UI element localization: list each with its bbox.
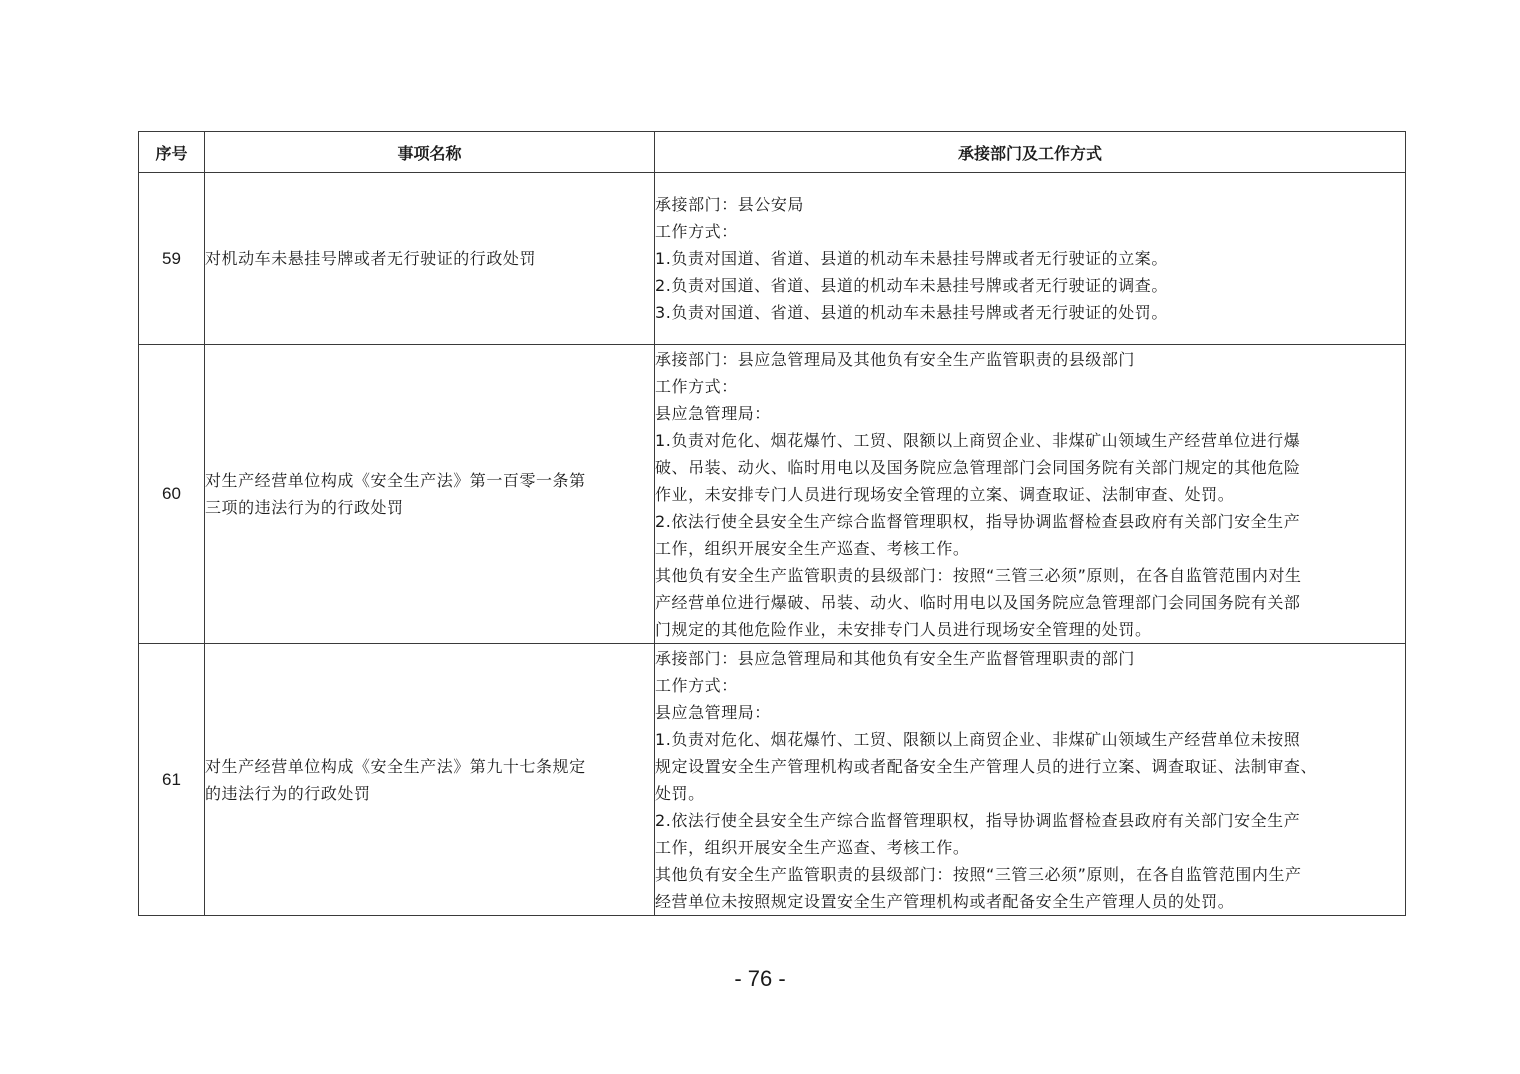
table-row xyxy=(139,644,1406,916)
row-item-name xyxy=(205,345,655,644)
detail-line: 2.依法行使全县安全生产综合监督管理职权，指导协调监督检查县政府有关部门安全生产 xyxy=(655,810,1301,830)
detail-line: 县应急管理局： xyxy=(655,702,771,722)
detail-line: 作业，未安排专门人员进行现场安全管理的立案、调查取证、法制审查、处罚。 xyxy=(655,484,1235,504)
detail-line: 工作方式： xyxy=(655,376,738,396)
detail-line: 规定设置安全生产管理机构或者配备安全生产管理人员的进行立案、调查取证、法制审查、 xyxy=(655,756,1318,776)
detail-line: 工作方式： xyxy=(655,675,738,695)
detail-line: 县应急管理局： xyxy=(655,403,771,423)
header-serial-number: 序号 xyxy=(139,132,205,173)
row-number: 59 xyxy=(139,173,205,345)
table-row xyxy=(139,345,1406,644)
detail-line: 3.负责对国道、省道、县道的机动车未悬挂号牌或者无行驶证的处罚。 xyxy=(655,303,1168,322)
detail-line: 承接部门：县公安局 xyxy=(655,195,804,214)
item-name-line: 三项的违法行为的行政处罚 xyxy=(205,498,404,517)
item-name-line: 的违法行为的行政处罚 xyxy=(205,783,371,803)
detail-line: 其他负有安全生产监管职责的县级部门：按照“三管三必须”原则，在各自监管范围内对生 xyxy=(655,565,1302,585)
header-department-method: 承接部门及工作方式 xyxy=(655,132,1406,173)
detail-line: 门规定的其他危险作业，未安排专门人员进行现场安全管理的处罚。 xyxy=(655,619,1152,639)
row-number: 61 xyxy=(139,644,205,916)
item-name-line: 对生产经营单位构成《安全生产法》第一百零一条第 xyxy=(205,471,586,490)
detail-line: 工作方式： xyxy=(655,222,738,241)
row-detail xyxy=(655,345,1406,644)
detail-line: 工作，组织开展安全生产巡查、考核工作。 xyxy=(655,538,970,558)
table-row xyxy=(139,173,1406,345)
detail-line: 承接部门：县应急管理局和其他负有安全生产监督管理职责的部门 xyxy=(655,648,1135,668)
row-item-name xyxy=(205,173,655,345)
row-detail xyxy=(655,644,1406,916)
detail-line: 承接部门：县应急管理局及其他负有安全生产监管职责的县级部门 xyxy=(655,349,1135,369)
detail-line: 2.负责对国道、省道、县道的机动车未悬挂号牌或者无行驶证的调查。 xyxy=(655,276,1168,295)
row-detail xyxy=(655,173,1406,345)
detail-line: 处罚。 xyxy=(655,783,705,803)
page-number: - 76 - xyxy=(734,966,786,991)
item-name-line: 对机动车未悬挂号牌或者无行驶证的行政处罚 xyxy=(205,249,537,268)
row-number: 60 xyxy=(139,345,205,644)
detail-line: 产经营单位进行爆破、吊装、动火、临时用电以及国务院应急管理部门会同国务院有关部 xyxy=(655,592,1301,612)
detail-line: 1.负责对危化、烟花爆竹、工贸、限额以上商贸企业、非煤矿山领域生产经营单位未按照 xyxy=(655,729,1301,749)
detail-line: 1.负责对危化、烟花爆竹、工贸、限额以上商贸企业、非煤矿山领域生产经营单位进行爆 xyxy=(655,430,1301,450)
item-name-line: 对生产经营单位构成《安全生产法》第九十七条规定 xyxy=(205,756,586,776)
detail-line: 其他负有安全生产监管职责的县级部门：按照“三管三必须”原则，在各自监管范围内生产 xyxy=(655,864,1302,884)
detail-line: 工作，组织开展安全生产巡查、考核工作。 xyxy=(655,837,970,857)
table-header-row xyxy=(139,132,1406,173)
detail-line: 破、吊装、动火、临时用电以及国务院应急管理部门会同国务院有关部门规定的其他危险 xyxy=(655,457,1301,477)
detail-line: 经营单位未按照规定设置安全生产管理机构或者配备安全生产管理人员的处罚。 xyxy=(655,891,1235,911)
row-item-name xyxy=(205,644,655,916)
items-table xyxy=(138,131,1406,916)
header-item-name: 事项名称 xyxy=(205,132,655,173)
detail-line: 2.依法行使全县安全生产综合监督管理职权，指导协调监督检查县政府有关部门安全生产 xyxy=(655,511,1301,531)
detail-line: 1.负责对国道、省道、县道的机动车未悬挂号牌或者无行驶证的立案。 xyxy=(655,249,1168,268)
